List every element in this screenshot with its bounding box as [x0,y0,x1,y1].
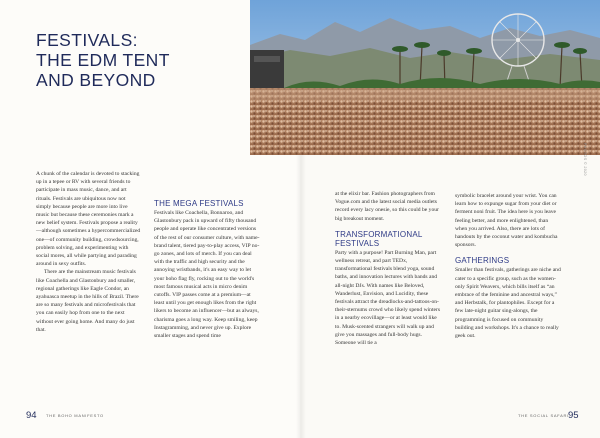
body-column-3 [335,190,441,347]
photo-credit: PHOTOS © 2020 [583,143,587,176]
section-heading-mega-festivals: THE MEGA FESTIVALS [154,199,244,208]
right-running-head: THE SOCIAL SAFARI [518,413,569,418]
body-column-4 [455,192,561,340]
column-3-paragraph-2: Party with a purpose! Part Burning Man, part wellness retreat, and part TEDx, transformational festivals blend yoga, sound baths, and innovation lectures with bands and all-night DJs. With names like Beloved, Wanderlust, Envision, and Lucidity, these festivals attract the dreadlocks-and-tattoos-on-their-sternums crowd who likely spend winters in a nearby ecovillage—or at least would like to. Musk-scented strangers will walk up and give you massages and full-body hugs. Someone will tie a [335,249,441,347]
column-4-paragraph-1: symbolic bracelet around your wrist. You can learn how to expunge sugar from your diet or ferment noni fruit. The idea here is you leave feeling better, and more enlightened, than when you arrived. Also, there are lots of handouts by the coconut water and kombucha sponsors. [455,193,558,249]
festival-crowd-photo [250,0,600,155]
column-4-paragraph-2: Smaller than festivals, gatherings are niche and cater to a specific group, such as the women-only Spirit Weavers, which bills itself as “an embrace of the feminine and ancestral ways,” and Herbstalk, for plantophiles. Except for a few late-night guitar sing-alongs, the programming is focused on community building and workshops. It's a chance to really geek out. [455,267,561,340]
right-page-number: 95 [568,410,579,421]
chapter-title [36,30,236,90]
section-heading-gatherings: GATHERINGS [455,256,510,266]
column-3-paragraph-1: at the elixir bar. Fashion photographers from Vogue.com and the latest social media outlets record every lacy onesie, so this could be your big breakout moment. [335,191,439,222]
left-page-number: 94 [26,410,37,421]
column-1-paragraph-2: There are the mainstream music festivals like Coachella and Glastonbury and smaller, regional gatherings like Eagle Condor, an ayahuasca meetup in the hills of Brazil. There are so many festivals and microfestivals that you can easily hop from one to the next without ever going home. And many do just that. [36,269,139,333]
column-2-paragraph-1: Festivals like Coachella, Bonnaroo, and Glastonbury pack in upward of fifty thousand people and operate like concentrated versions of the rest of our consumer culture, with name-brand talent, tiered pay-to-play access, VIP no-go zones, and lots of merch. If you can deal with the traffic and high security and the annoying wristbands, it's an easy way to let your boho flag fly, rocking out to the world's most famous musical acts in micro denim cutoffs. VIP passes come at a premium—at least until you get enough likes from the right likers to become an influencer—but as always, charisma goes a long way. Keep smiling, keep Instagramming, and never give up. Explore smaller stages and spend time [154,210,260,340]
chapter-title-line-2: THE EDM TENT [36,50,170,70]
body-column-2 [154,199,260,340]
section-heading-transformational-festivals: TRANSFORMATIONAL FESTIVALS [335,229,423,248]
left-running-head: THE BOHO MANIFESTO [46,413,104,418]
body-column-1 [36,170,142,334]
chapter-title-line-1: FESTIVALS: [36,30,138,50]
column-1-paragraph-1: A chunk of the calendar is devoted to stacking up in a tepee or RV with several friends to participate in mass music, dance, and art rituals. Festivals are ubiquitous now not simply because people are more into live music but because these ceremonies mark a new belief system. Festivals propose a reality—although sometimes a hypercommercialized one—of community building, crowdsourcing, problem solving, and experimenting with social mores, all while partying and parading around in sexy outfits. [36,171,141,268]
chapter-title-line-3: AND BEYOND [36,70,156,90]
festival-crowd-illustration [250,0,600,155]
